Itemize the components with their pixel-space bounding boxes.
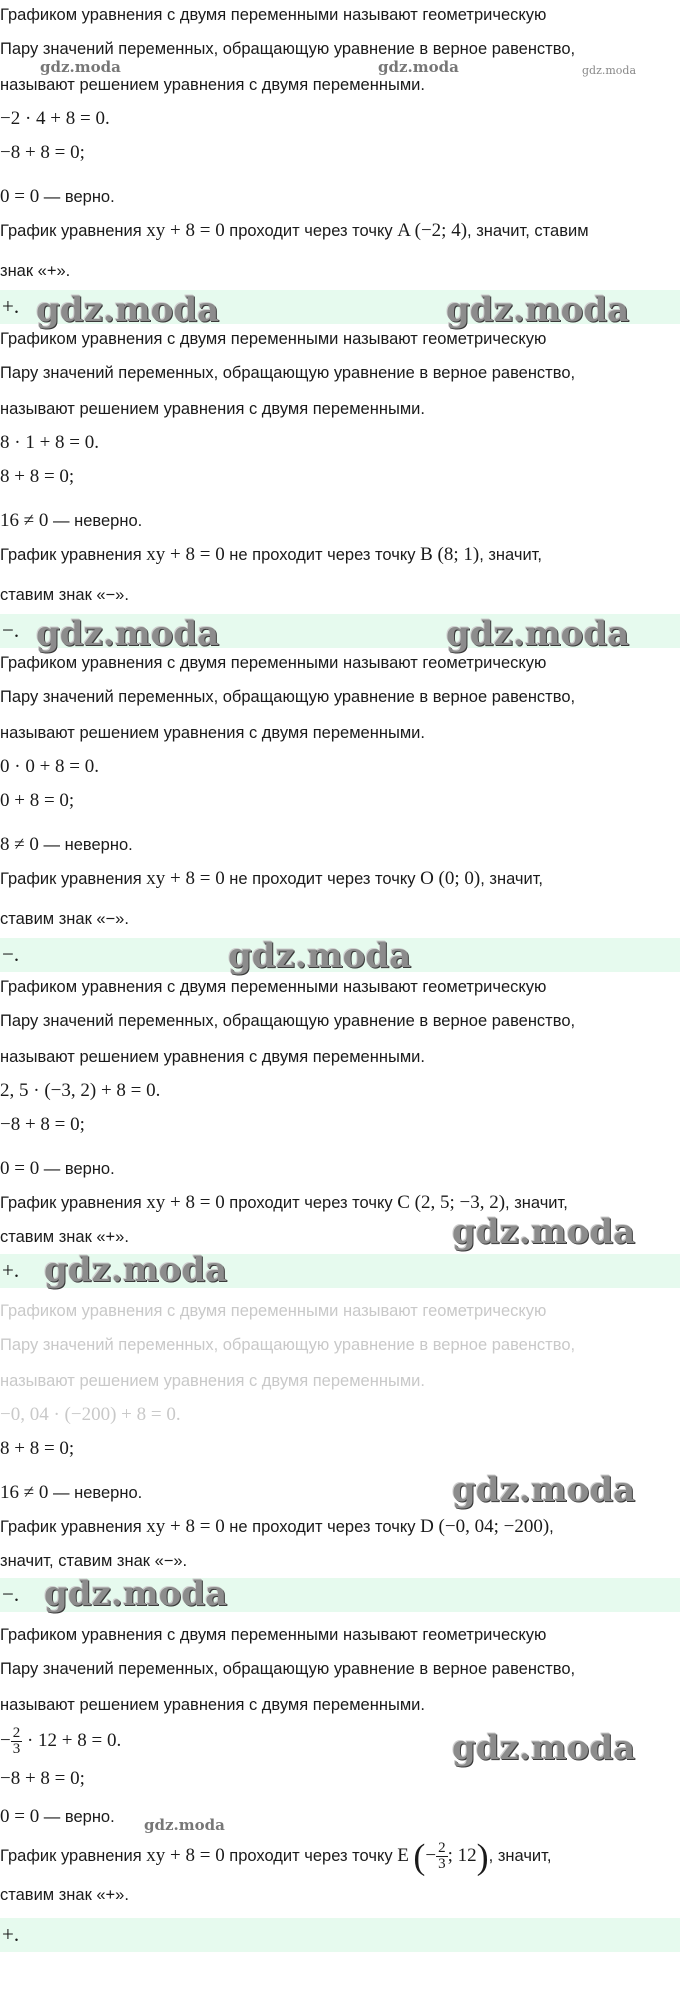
definition-text: Графиком уравнения с двумя переменными называют геометрическую — [0, 978, 547, 996]
step-2: −8 + 8 = 0; — [0, 1768, 85, 1789]
watermark-logo: gdz.moda — [582, 64, 637, 77]
point: B (8; 1) — [420, 544, 480, 565]
step-2: 8 + 8 = 0; — [0, 1438, 75, 1459]
result-line-2: знак «+». — [0, 262, 71, 280]
result-line — [0, 1516, 554, 1538]
watermark-logo: gdz.moda — [378, 58, 459, 76]
watermark-logo: gdz.moda — [40, 58, 121, 76]
definition-text: Графиком уравнения с двумя переменными называют геометрическую — [0, 1302, 547, 1320]
result-line-2: ставим знак «−». — [0, 586, 129, 604]
result-prefix: График уравнения — [0, 546, 147, 564]
point: O (0; 0) — [420, 868, 481, 889]
step-1: −0, 04 · (−200) + 8 = 0. — [0, 1404, 181, 1425]
step-1: 0 · 0 + 8 = 0. — [0, 756, 100, 777]
step-3-math: 16 ≠ 0 — [0, 510, 49, 531]
left-paren: ( — [413, 1836, 426, 1877]
equation: xy + 8 = 0 — [146, 1845, 225, 1866]
watermark-logo: gdz.moda — [446, 290, 630, 330]
answer: −. — [2, 618, 20, 642]
result-middle: не проходит через точку — [224, 1518, 421, 1536]
answer: −. — [2, 1582, 20, 1606]
equation: xy + 8 = 0 — [146, 1516, 225, 1537]
definition-text: Графиком уравнения с двумя переменными называют геометрическую — [0, 330, 547, 348]
verdict: — неверно. — [48, 512, 143, 530]
step-3 — [0, 1806, 115, 1828]
solution-text: называют решением уравнения с двумя переменными. — [0, 400, 425, 418]
definition-text: Графиком уравнения с двумя переменными называют геометрическую — [0, 654, 547, 672]
step-3-math: 0 = 0 — [0, 186, 40, 207]
result-prefix: График уравнения — [0, 1194, 147, 1212]
watermark-logo: gdz.moda — [44, 1250, 228, 1290]
result-suffix: , значит, — [479, 546, 542, 564]
verdict: — верно. — [39, 188, 115, 206]
watermark-logo: gdz.moda — [36, 614, 220, 654]
result-suffix: , значит, ставим — [467, 222, 589, 240]
pair-text: Пару значений переменных, обращающую уравнение в верное равенство, — [0, 1660, 576, 1678]
verdict: — верно. — [39, 1808, 115, 1826]
step-1: −2 · 4 + 8 = 0. — [0, 108, 110, 129]
watermark-logo: gdz.moda — [452, 1470, 636, 1510]
solution-text: называют решением уравнения с двумя переменными. — [0, 76, 425, 94]
step-3-math: 8 ≠ 0 — [0, 834, 39, 855]
step-3 — [0, 1482, 142, 1504]
result-line — [0, 868, 543, 890]
equation: xy + 8 = 0 — [146, 1192, 225, 1213]
fraction — [11, 1726, 23, 1757]
result-line — [0, 220, 589, 242]
step-1 — [0, 1726, 121, 1757]
answer-bar — [0, 1918, 680, 1952]
verdict: — неверно. — [38, 836, 133, 854]
step-3-math: 16 ≠ 0 — [0, 1482, 49, 1503]
step-3 — [0, 834, 133, 856]
verdict: — неверно. — [48, 1484, 143, 1502]
solution-text: называют решением уравнения с двумя переменными. — [0, 1696, 425, 1714]
watermark-logo: gdz.moda — [228, 936, 412, 976]
step-2: 0 + 8 = 0; — [0, 790, 75, 811]
point-letter: E — [397, 1845, 409, 1866]
result-middle: проходит через точку — [224, 222, 398, 240]
answer: +. — [2, 1258, 20, 1282]
point: A (−2; 4) — [397, 220, 468, 241]
result-line-2: значит, ставим знак «−». — [0, 1552, 188, 1570]
equation: xy + 8 = 0 — [146, 544, 225, 565]
watermark-logo: gdz.moda — [452, 1728, 636, 1768]
right-paren: ) — [476, 1836, 489, 1877]
step-1-rest: · 12 + 8 = 0. — [22, 1730, 122, 1751]
fraction-numerator: 2 — [12, 1725, 21, 1742]
point: D (−0, 04; −200) — [420, 1516, 550, 1537]
pair-text: Пару значений переменных, обращающую уравнение в верное равенство, — [0, 1336, 576, 1354]
solution-text: называют решением уравнения с двумя переменными. — [0, 1048, 425, 1066]
definition-text: Графиком уравнения с двумя переменными называют геометрическую — [0, 1626, 547, 1644]
equation: xy + 8 = 0 — [146, 220, 225, 241]
watermark-logo: gdz.moda — [452, 1212, 636, 1252]
result-suffix: , значит, — [505, 1194, 568, 1212]
point-fraction — [436, 1841, 448, 1872]
watermark-logo: gdz.moda — [44, 1574, 228, 1614]
watermark-logo: gdz.moda — [36, 290, 220, 330]
step-3-math: 0 = 0 — [0, 1806, 40, 1827]
solution-text: называют решением уравнения с двумя переменными. — [0, 1372, 425, 1390]
step-3 — [0, 1158, 115, 1180]
result-suffix: , значит, — [488, 1847, 552, 1865]
result-middle: не проходит через точку — [224, 870, 421, 888]
verdict: — верно. — [39, 1160, 115, 1178]
result-suffix: , — [549, 1518, 554, 1536]
result-line-2: ставим знак «+». — [0, 1228, 129, 1246]
result-prefix: График уравнения — [0, 870, 147, 888]
result-prefix: График уравнения — [0, 1847, 147, 1865]
watermark-logo: gdz.moda — [446, 614, 630, 654]
result-line-2: ставим знак «−». — [0, 910, 129, 928]
pair-text: Пару значений переменных, обращающую уравнение в верное равенство, — [0, 364, 576, 382]
step-3 — [0, 186, 115, 208]
answer: −. — [2, 942, 20, 966]
step-1: 2, 5 · (−3, 2) + 8 = 0. — [0, 1080, 161, 1101]
step-3 — [0, 510, 142, 532]
point-denominator: 3 — [438, 1856, 446, 1873]
fraction-denominator: 3 — [12, 1741, 21, 1758]
pair-text: Пару значений переменных, обращающую уравнение в верное равенство, — [0, 40, 576, 58]
point: C (2, 5; −3, 2) — [397, 1192, 506, 1213]
definition-text: Графиком уравнения с двумя переменными называют геометрическую — [0, 6, 547, 24]
step-3-math: 0 = 0 — [0, 1158, 40, 1179]
result-middle: проходит через точку — [224, 1194, 398, 1212]
result-line — [0, 1192, 568, 1214]
point-sign: − — [425, 1845, 437, 1866]
point-numerator: 2 — [438, 1840, 446, 1857]
result-line-2: ставим знак «+». — [0, 1886, 129, 1904]
step-2: 8 + 8 = 0; — [0, 466, 75, 487]
pair-text: Пару значений переменных, обращающую уравнение в верное равенство, — [0, 1012, 576, 1030]
step-2: −8 + 8 = 0; — [0, 1114, 85, 1135]
result-middle: не проходит через точку — [224, 546, 421, 564]
result-line — [0, 544, 542, 566]
step-1-sign: − — [0, 1730, 11, 1751]
result-middle: проходит через точку — [224, 1847, 398, 1865]
answer: +. — [2, 1922, 20, 1946]
result-prefix: График уравнения — [0, 222, 147, 240]
result-suffix: , значит, — [480, 870, 544, 888]
answer: +. — [2, 294, 20, 318]
step-2: −8 + 8 = 0; — [0, 142, 85, 163]
watermark-logo: gdz.moda — [144, 1816, 225, 1834]
step-1: 8 · 1 + 8 = 0. — [0, 432, 100, 453]
result-line — [0, 1834, 551, 1878]
equation: xy + 8 = 0 — [146, 868, 225, 889]
pair-text: Пару значений переменных, обращающую уравнение в верное равенство, — [0, 688, 576, 706]
result-prefix: График уравнения — [0, 1518, 147, 1536]
point-rest: ; 12 — [447, 1845, 477, 1866]
solution-text: называют решением уравнения с двумя переменными. — [0, 724, 425, 742]
